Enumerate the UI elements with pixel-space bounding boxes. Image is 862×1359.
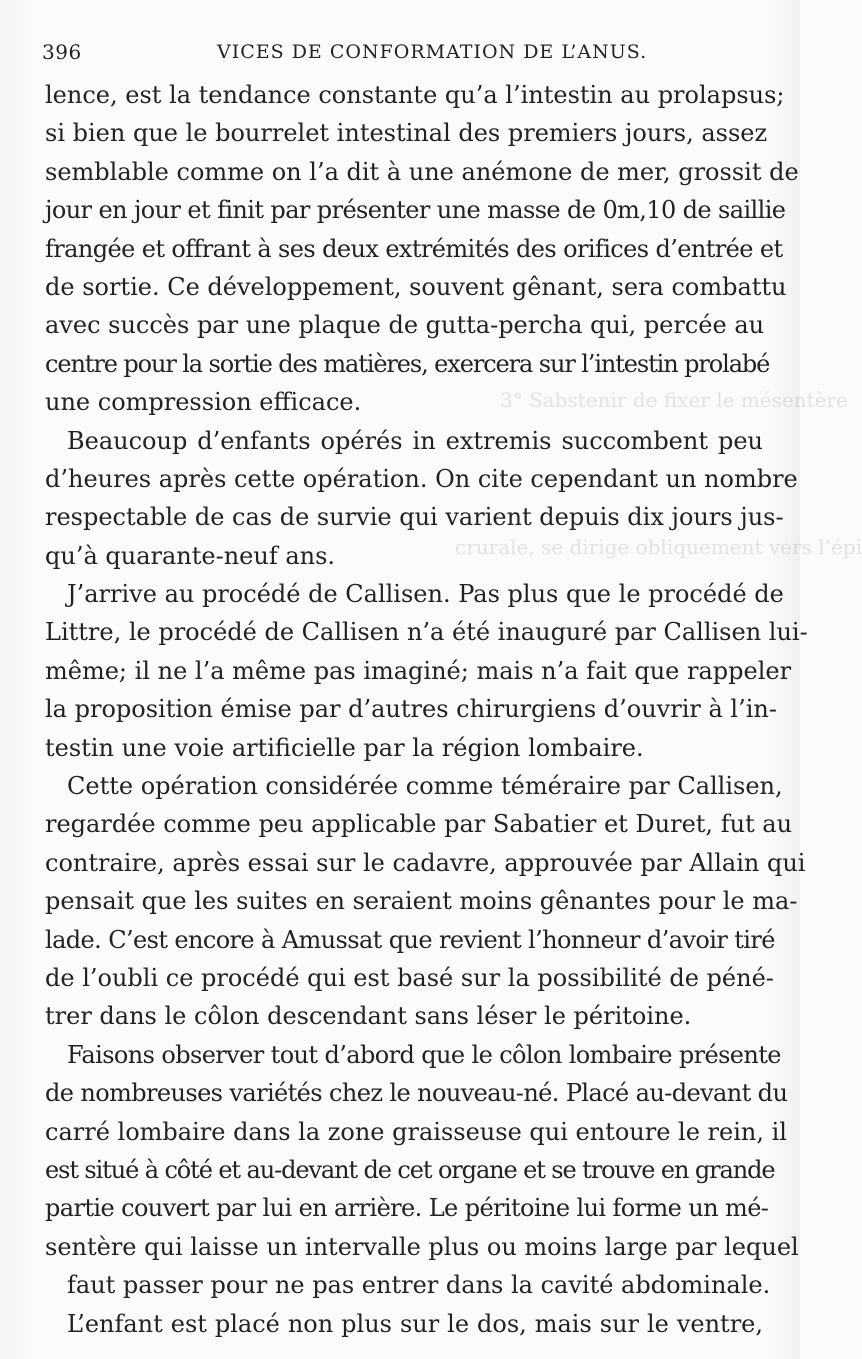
text-line: d’heures après cette opération. On cite cependant un nombre: [45, 464, 798, 493]
text-line: est situé à côté et au-devant de cet organe et se trouve en grande: [45, 1155, 775, 1184]
text-line: lade. C’est encore à Amussat que revient l’honneur d’avoir tiré: [45, 925, 775, 954]
text-line: de l’oubli ce procédé qui est basé sur la possibilité de péné-: [45, 963, 774, 992]
text-line: L’enfant est placé non plus sur le dos, mais sur le ventre,: [67, 1309, 763, 1338]
text-line: frangée et offrant à ses deux extrémités des orifices d’entrée et: [45, 234, 783, 263]
text-line: une compression efficace.: [45, 388, 362, 417]
text-line: Faisons observer tout d’abord que le côlon lombaire présente: [67, 1040, 781, 1069]
text-line: jour en jour et finit par présenter une masse de 0m,10 de saillie: [45, 196, 786, 225]
text-line: avec succès par une plaque de gutta-percha qui, percée au: [45, 311, 765, 340]
text-line: J’arrive au procédé de Callisen. Pas plus que le procédé de: [67, 580, 784, 609]
text-line: semblable comme on l’a dit à une anémone de mer, grossit de: [45, 157, 799, 186]
text-line: Beaucoup d’enfants opérés in extremis succombent peu: [67, 426, 763, 455]
page-number: 396: [42, 40, 82, 64]
text-line: testin une voie artificielle par la région lombaire.: [45, 733, 644, 762]
page-header: [42, 40, 762, 72]
text-line: si bien que le bourrelet intestinal des premiers jours, assez: [45, 119, 768, 148]
bleed-through-text: crurale, se dirige obliquement vers l’épi: [455, 535, 862, 559]
running-title: VICES DE CONFORMATION DE L’ANUS.: [217, 41, 648, 63]
text-line: contraire, après essai sur le cadavre, approuvée par Allain qui: [45, 848, 806, 877]
text-line: sentère qui laisse un intervalle plus ou moins large par lequel: [45, 1232, 799, 1261]
text-line: respectable de cas de survie qui varient depuis dix jours jus-: [45, 503, 784, 532]
text-line: regardée comme peu applicable par Sabatier et Duret, fut au: [45, 810, 793, 839]
text-line: centre pour la sortie des matières, exercera sur l’intestin prolabé: [45, 349, 770, 378]
text-line: lence, est la tendance constante qu’a l’intestin au prolapsus;: [45, 81, 785, 109]
text-line: de nombreuses variétés chez le nouveau-né. Placé au-devant du: [45, 1079, 788, 1108]
text-line: partie couvert par lui en arrière. Le péritoine lui forme un mé-: [45, 1194, 769, 1223]
text-line: Littre, le procédé de Callisen n’a été inauguré par Callisen lui-: [45, 618, 808, 647]
text-line: trer dans le côlon descendant sans léser le péritoine.: [45, 1002, 692, 1031]
text-line: de sortie. Ce développement, souvent gênant, sera combattu: [45, 272, 787, 301]
bleed-through-text: 3° Sabstenir de fixer le mésentère: [500, 388, 848, 412]
body-text: [45, 76, 808, 1343]
text-line: qu’à quarante-neuf ans.: [45, 541, 336, 570]
text-line: Cette opération considérée comme téméraire par Callisen,: [67, 772, 783, 801]
text-line: même; il ne l’a même pas imaginé; mais n’a fait que rappeler: [45, 656, 792, 685]
text-line: pensait que les suites en seraient moins gênantes pour le ma-: [45, 887, 798, 916]
text-line: faut passer pour ne pas entrer dans la cavité abdominale.: [67, 1271, 771, 1300]
text-line: carré lombaire dans la zone graisseuse qui entoure le rein, il: [45, 1117, 787, 1146]
text-line: la proposition émise par d’autres chirurgiens d’ouvrir à l’in-: [45, 695, 777, 724]
